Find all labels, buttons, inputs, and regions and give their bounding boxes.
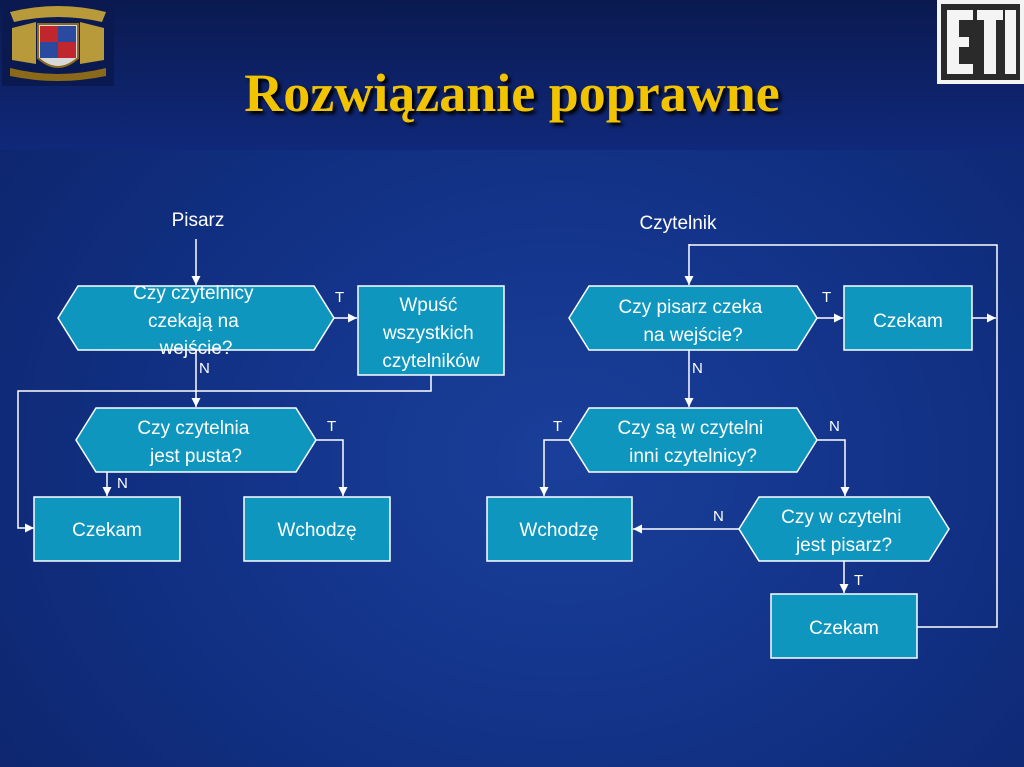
writer-header: Pisarz [171,210,225,231]
writer-admit-line-3: czytelników [382,351,480,372]
writer-enter-text: Wchodzę [277,520,357,541]
reader-q1-line-1: Czy pisarz czeka [618,297,763,318]
writer-wait-text: Czekam [72,520,142,541]
reader-q2-line-1: Czy są w czytelni [617,418,764,439]
reader-wait2-text: Czekam [809,618,879,639]
reader-wait1-text: Czekam [873,311,943,332]
reader-q2-line-2: inni czytelnicy? [629,446,757,467]
writer-admit-line-1: Wpuść [399,295,458,316]
reader-q1-false-label: N [692,360,703,377]
reader-q3-line-1: Czy w czytelni [781,507,902,528]
reader-header: Czytelnik [639,213,717,234]
writer-q1-false-label: N [199,360,210,377]
reader-q3-line-2: jest pisarz? [795,535,893,556]
writer-q1-line-3: wejście? [159,338,233,359]
reader-q1-true-label: T [822,289,832,306]
slide-title: Rozwiązanie poprawne [244,63,780,123]
writer-q2-true-label: T [327,418,337,435]
writer-admit-line-2: wszystkich [382,323,474,344]
reader-q3-true-label: T [854,572,864,589]
reader-enter-text: Wchodzę [519,520,599,541]
writer-q1-true-label: T [335,289,345,306]
reader-q2-true-label: T [553,418,563,435]
writer-q1-line-2: czekają na [147,311,239,332]
reader-q2-false-label: N [829,418,840,435]
reader-q3-false-label: N [713,508,724,525]
reader-q1-line-2: na wejście? [643,325,743,346]
writer-q1-line-1: Czy czytelnicy [133,283,254,304]
writer-q2-line-2: jest pusta? [150,446,242,467]
writer-q2-line-1: Czy czytelnia [137,418,250,439]
writer-q2-false-label: N [117,475,128,492]
